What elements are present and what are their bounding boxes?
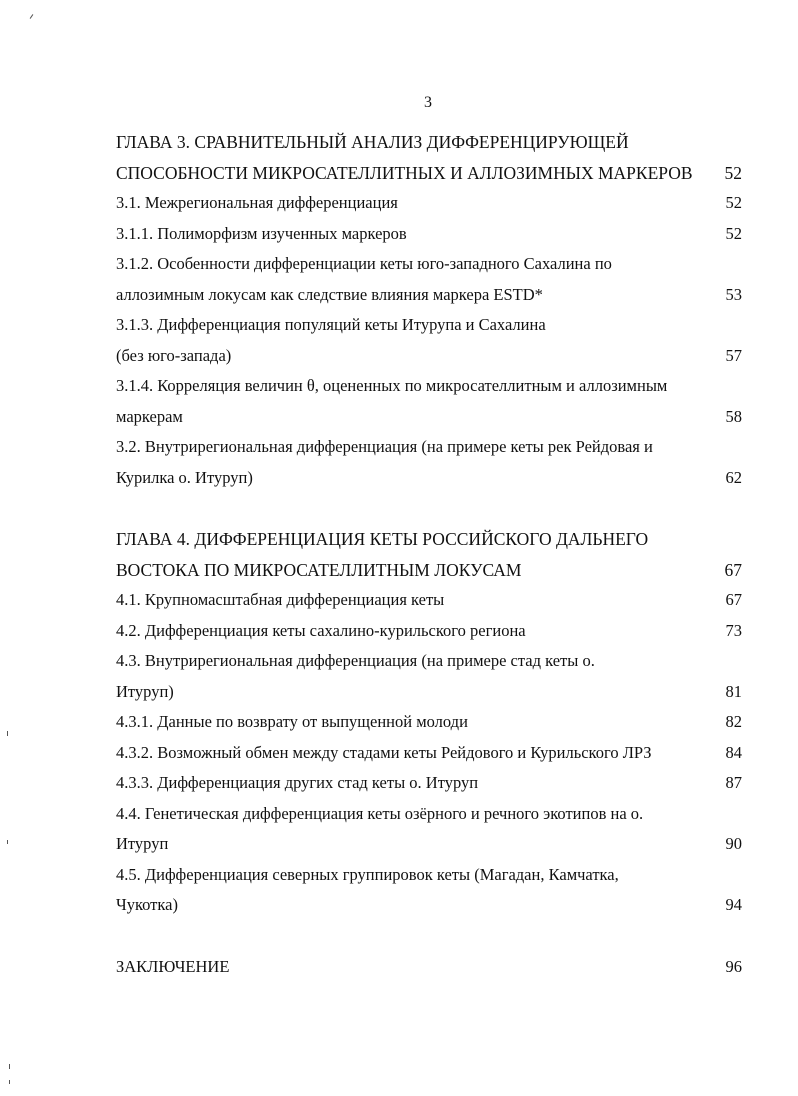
toc-text: 3.2. Внутрирегиональная дифференциация (на примере кеты рек Рейдовая и <box>116 437 653 456</box>
toc-page: 57 <box>725 346 742 365</box>
toc-line <box>116 646 742 676</box>
scan-speck <box>7 840 8 844</box>
toc-page: 67 <box>724 560 742 580</box>
toc-text: Чукотка) <box>116 895 178 914</box>
toc-text: 4.2. Дифференциация кеты сахалино-курильского региона <box>116 621 526 640</box>
toc-line <box>116 616 742 646</box>
toc-page: 53 <box>725 285 742 304</box>
toc-text: 4.3.3. Дифференциация других стад кеты о. Итуруп <box>116 773 479 792</box>
toc-text: (без юго-запада) <box>116 346 232 365</box>
toc-page: 73 <box>725 621 742 640</box>
toc-text: ГЛАВА 3. СРАВНИТЕЛЬНЫЙ АНАЛИЗ ДИФФЕРЕНЦИРУЮЩЕЙ <box>116 132 629 152</box>
toc-text: Итуруп <box>116 834 169 853</box>
toc-line <box>116 768 742 798</box>
toc-text: 4.1. Крупномасштабная дифференциация кеты <box>116 590 445 609</box>
toc-line <box>116 585 742 615</box>
toc-text: 3.1.1. Полиморфизм изученных маркеров <box>116 224 407 243</box>
toc-line <box>116 738 742 768</box>
toc-line <box>116 341 742 371</box>
toc-page: 81 <box>725 682 742 701</box>
toc-text: 4.3.2. Возможный обмен между стадами кеты Рейдового и Курильского ЛРЗ <box>116 743 652 762</box>
toc-text: маркерам <box>116 407 183 426</box>
toc-text: Курилка о. Итуруп) <box>116 468 253 487</box>
scan-speck <box>9 1080 10 1084</box>
toc-line <box>116 555 742 585</box>
toc-page: 58 <box>725 407 742 426</box>
toc-text: Итуруп) <box>116 682 174 701</box>
toc-line <box>116 677 742 707</box>
toc-text: 4.3. Внутрирегиональная дифференциация (на примере стад кеты о. <box>116 651 595 670</box>
toc-line <box>116 829 742 859</box>
toc-line <box>116 524 742 554</box>
toc-page: 52 <box>725 224 742 243</box>
toc-text: ГЛАВА 4. ДИФФЕРЕНЦИАЦИЯ КЕТЫ РОССИЙСКОГО ДАЛЬНЕГО <box>116 529 649 549</box>
toc-page: 84 <box>725 743 742 762</box>
toc-line <box>116 463 742 493</box>
toc-page: 87 <box>725 773 742 792</box>
toc-line <box>116 402 742 432</box>
toc-line <box>116 249 742 279</box>
toc-text: 3.1.2. Особенности дифференциации кеты юго-западного Сахалина по <box>116 254 612 273</box>
toc-page: 67 <box>725 590 742 609</box>
toc-line <box>116 219 742 249</box>
scan-speck <box>9 1064 10 1069</box>
toc-line <box>116 127 742 157</box>
toc-text: аллозимным локусам как следствие влияния маркера ESTD* <box>116 285 543 304</box>
toc-line <box>116 158 742 188</box>
toc-page: 52 <box>725 193 742 212</box>
toc-text: 3.1.3. Дифференциация популяций кеты Итурупа и Сахалина <box>116 315 546 334</box>
page-number: 3 <box>424 94 432 111</box>
toc-line <box>116 707 742 737</box>
toc-text: ВОСТОКА ПО МИКРОСАТЕЛЛИТНЫМ ЛОКУСАМ <box>116 560 522 580</box>
toc-text: 4.4. Генетическая дифференциация кеты озёрного и речного экотипов на о. <box>116 804 644 823</box>
toc-page: 94 <box>725 895 742 914</box>
toc-text: СПОСОБНОСТИ МИКРОСАТЕЛЛИТНЫХ И АЛЛОЗИМНЫХ МАРКЕРОВ <box>116 163 693 183</box>
toc-line <box>116 952 742 982</box>
toc-line <box>116 860 742 890</box>
scan-speck <box>7 731 8 736</box>
toc-page: 90 <box>725 834 742 853</box>
toc-text: 4.5. Дифференциация северных группировок кеты (Магадан, Камчатка, <box>116 865 619 884</box>
toc-line <box>116 310 742 340</box>
toc-page: 96 <box>725 957 742 976</box>
toc-line <box>116 280 742 310</box>
toc-text: ЗАКЛЮЧЕНИЕ <box>116 957 230 976</box>
toc-text: 4.3.1. Данные по возврату от выпущенной молоди <box>116 712 468 731</box>
toc-text: 3.1.4. Корреляция величин θ, оцененных по микросателлитным и аллозимным <box>116 376 668 395</box>
toc-line <box>116 799 742 829</box>
toc-line <box>116 188 742 218</box>
scan-speck <box>30 14 34 19</box>
toc-line <box>116 371 742 401</box>
toc-text: 3.1. Межрегиональная дифференциация <box>116 193 398 212</box>
toc-page: 82 <box>725 712 742 731</box>
toc-line <box>116 432 742 462</box>
toc-line <box>116 890 742 920</box>
toc-page: 52 <box>724 163 742 183</box>
toc-page: 62 <box>725 468 742 487</box>
